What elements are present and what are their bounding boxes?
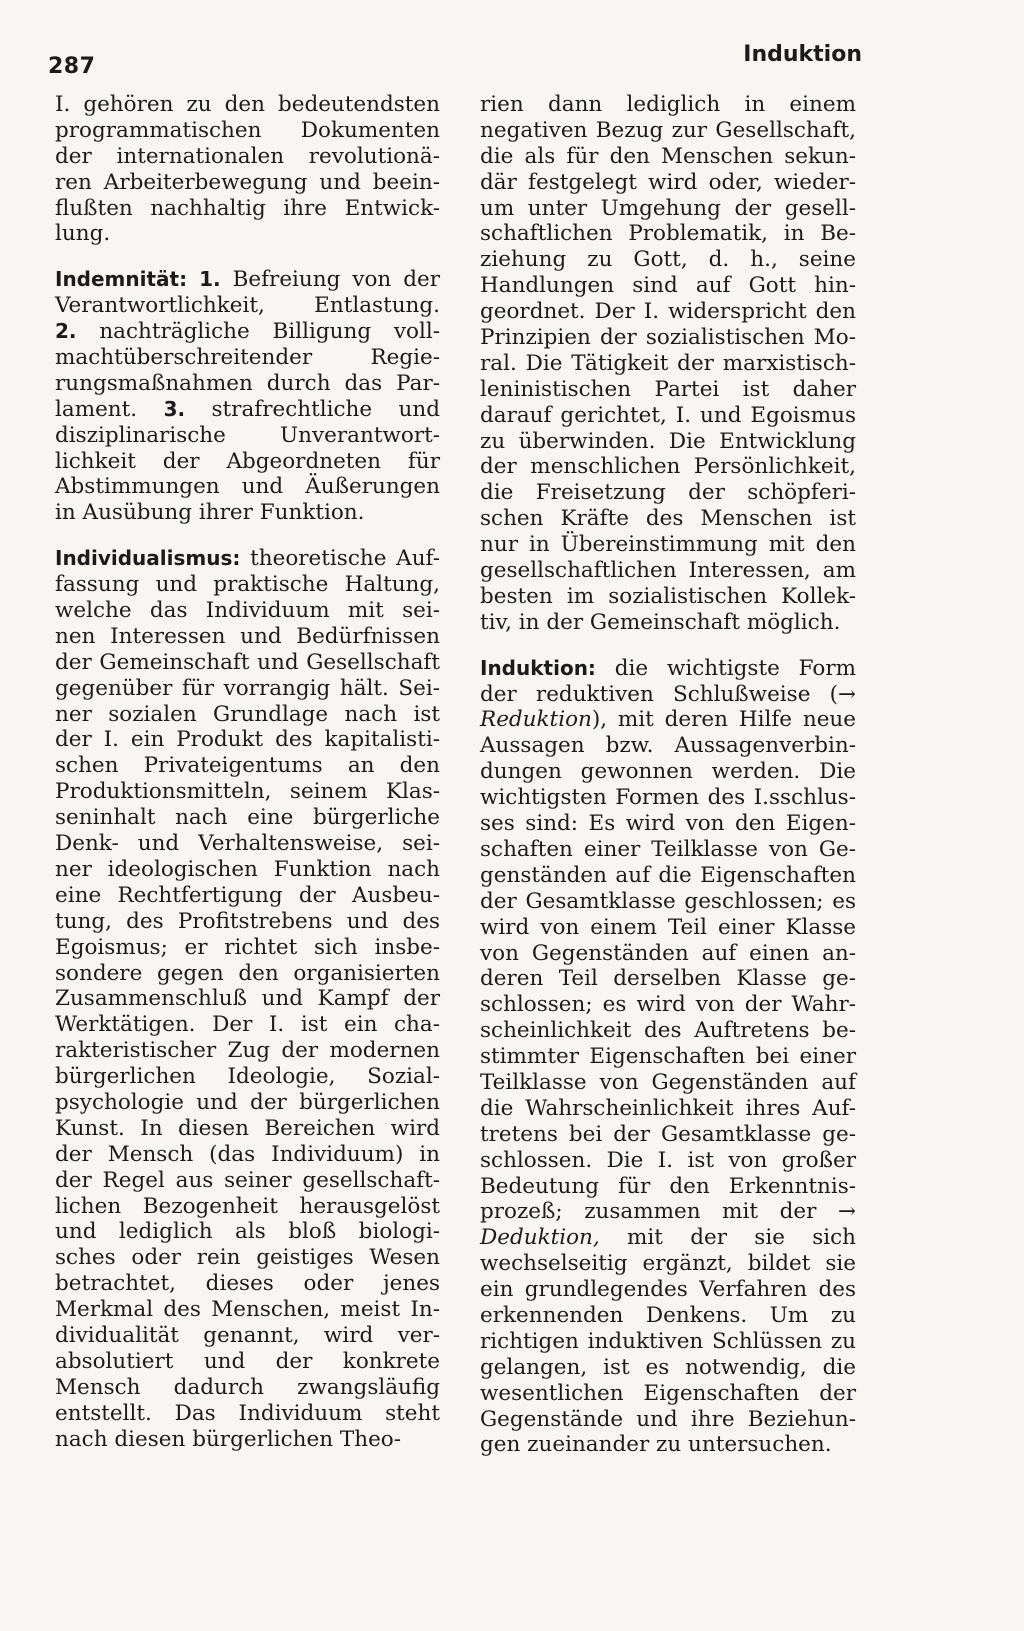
text-segment: Befreiung von der <box>232 267 440 293</box>
text-line: Kunst. In diesen Bereichen wird <box>55 1115 440 1141</box>
text-line: der Gesamtklasse geschlossen; es <box>480 888 856 914</box>
text-line: psychologie und der bürgerlichen <box>55 1089 440 1115</box>
left-column <box>55 92 440 1452</box>
text-segment: theoretische Auf- <box>250 546 440 572</box>
text-line: stimmter Eigenschaften bei einer <box>480 1044 856 1070</box>
text-line: programmatischen Dokumenten <box>55 117 440 143</box>
text-segment: lament. <box>55 396 138 422</box>
text-line: lung. <box>55 221 111 247</box>
text-line: Teilklasse von Gegenständen auf <box>480 1069 856 1095</box>
right-column <box>480 92 856 1458</box>
text-line: Handlungen sind auf Gott hin- <box>480 273 856 299</box>
text-line: schlossen; es wird von der Wahr- <box>480 992 856 1018</box>
text-line: schaften einer Teilklasse von Ge- <box>480 836 856 862</box>
text-line: Gegenstände und ihre Beziehun- <box>480 1406 856 1432</box>
text-line: genständen auf die Eigenschaften <box>480 862 856 888</box>
text-line: gesellschaftlichen Interessen, am <box>480 558 856 584</box>
text-line: disziplinarische Unverantwort- <box>55 422 440 448</box>
entry-indemnitaet <box>55 267 440 526</box>
text-line: Denk- und Verhaltensweise, sei- <box>55 831 440 857</box>
text-line: Produktionsmitteln, seinem Klas- <box>55 779 440 805</box>
running-head: Induktion <box>743 42 862 67</box>
text-line: ein grundlegendes Verfahren des <box>480 1277 856 1303</box>
text-line: I. gehören zu den bedeutendsten <box>55 92 440 117</box>
text-line: schen Kräfte des Menschen ist <box>480 506 856 532</box>
text-line: Egoismus; er richtet sich insbe- <box>55 934 440 960</box>
text-line: welche das Individuum mit sei- <box>55 598 440 624</box>
text-line: ses sind: Es wird von den Eigen- <box>480 811 856 837</box>
text-segment: die wichtigste Form <box>614 655 856 681</box>
text-line: lichkeit der Abgeordneten für <box>55 448 440 474</box>
text-line: Verantwortlichkeit, Entlastung. <box>55 293 440 319</box>
entry-term: Individualismus: <box>55 546 241 571</box>
text-line: ren Arbeiterbewegung und beein- <box>55 169 440 195</box>
text-segment: ), mit deren Hilfe neue <box>591 707 856 733</box>
text-line: Abstimmungen und Äußerungen <box>55 474 440 500</box>
text-line: Aussagen bzw. Aussagenverbin- <box>480 733 856 759</box>
text-line: in Ausübung ihrer Funktion. <box>55 500 365 526</box>
item-number: 3. <box>163 396 186 421</box>
text-line: seninhalt nach eine bürgerliche <box>55 805 440 831</box>
text-line: entstellt. Das Individuum steht <box>55 1400 440 1426</box>
text-line: Werktätigen. Der I. ist ein cha- <box>55 1012 440 1038</box>
text-line: wesentlichen Eigenschaften der <box>480 1380 856 1406</box>
text-line: sches oder rein geistiges Wesen <box>55 1245 440 1271</box>
text-segment: mit der sie sich <box>627 1225 856 1251</box>
text-line: machtüberschreitender Regie- <box>55 345 440 371</box>
text-line: rakteristischer Zug der modernen <box>55 1038 440 1064</box>
text-line: die als für den Menschen sekun- <box>480 143 856 169</box>
text-line: der Mensch (das Individuum) in <box>55 1141 440 1167</box>
text-line: betrachtet, dieses oder jenes <box>55 1271 440 1297</box>
text-line: zu überwinden. Die Entwicklung <box>480 428 856 454</box>
text-line: nur in Übereinstimmung mit den <box>480 532 856 558</box>
text-line: erkennenden Denkens. Um zu <box>480 1302 856 1328</box>
text-line: Prinzipien der sozialistischen Mo- <box>480 325 856 351</box>
text-line: Zusammenschluß und Kampf der <box>55 986 440 1012</box>
text-line: dungen gewonnen werden. Die <box>480 759 856 785</box>
text-line: wechselseitig ergänzt, bildet sie <box>480 1251 856 1277</box>
text-segment: nachträgliche Billigung voll- <box>99 319 440 345</box>
text-line: der Regel aus seiner gesellschaft- <box>55 1167 440 1193</box>
text-line: besten im sozialistischen Kollek- <box>480 583 856 609</box>
text-line: prozeß; zusammen mit der → <box>480 1199 856 1225</box>
text-line: und lediglich als bloß biologi- <box>55 1219 440 1245</box>
text-line: der reduktiven Schlußweise (→ <box>480 681 856 707</box>
text-line: der internationalen revolutionä- <box>55 143 440 169</box>
text-line: der Gemeinschaft und Gesellschaft <box>55 649 440 675</box>
text-line: ral. Die Tätigkeit der marxistisch- <box>480 350 856 376</box>
text-line: ner sozialen Grundlage nach ist <box>55 701 440 727</box>
text-line: darauf gerichtet, I. und Egoismus <box>480 402 856 428</box>
text-line: nach diesen bürgerlichen Theo- <box>55 1426 402 1452</box>
text-line: geordnet. Der I. widerspricht den <box>480 299 856 325</box>
entry-induktion <box>480 656 856 1459</box>
text-line: Mensch dadurch zwangsläufig <box>55 1374 440 1400</box>
text-line: schaftlichen Problematik, in Be- <box>480 221 856 247</box>
text-line: um unter Umgehung der gesell- <box>480 195 856 221</box>
text-line: von Gegenständen auf einen an- <box>480 940 856 966</box>
text-line: flußten nachhaltig ihre Entwick- <box>55 195 440 221</box>
text-line: lichen Bezogenheit herausgelöst <box>55 1193 440 1219</box>
text-line: der menschlichen Persönlichkeit, <box>480 454 856 480</box>
text-line: där festgelegt wird oder, wieder- <box>480 169 856 195</box>
text-line: rien dann lediglich in einem <box>480 92 856 117</box>
text-line: absolutiert und der konkrete <box>55 1348 440 1374</box>
text-line: nen Interessen und Bedürfnissen <box>55 623 440 649</box>
text-line: der I. ein Produkt des kapitalisti- <box>55 727 440 753</box>
text-line: deren Teil derselben Klasse ge- <box>480 966 856 992</box>
entry-continuation-right <box>480 92 856 636</box>
text-line: schlossen. Die I. ist von großer <box>480 1147 856 1173</box>
cross-reference: Reduktion <box>480 707 592 733</box>
text-line: negativen Bezug zur Gesellschaft, <box>480 117 856 143</box>
text-line: leninistischen Partei ist daher <box>480 376 856 402</box>
entry-individualismus <box>55 546 440 1452</box>
text-line: dividualität genannt, wird ver- <box>55 1322 440 1348</box>
text-line: scheinlichkeit des Auftretens be- <box>480 1018 856 1044</box>
text-line: ner ideologischen Funktion nach <box>55 856 440 882</box>
cross-reference: Deduktion, <box>480 1225 600 1251</box>
text-line: wird von einem Teil einer Klasse <box>480 914 856 940</box>
text-line: Bedeutung für den Erkenntnis- <box>480 1173 856 1199</box>
text-line: tretens bei der Gesamtklasse ge- <box>480 1121 856 1147</box>
text-line: fassung und praktische Haltung, <box>55 572 440 598</box>
text-line: gen zueinander zu untersuchen. <box>480 1432 832 1458</box>
text-line: schen Privateigentums an den <box>55 753 440 779</box>
text-line: sondere gegen den organisierten <box>55 960 440 986</box>
text-line: die Wahrscheinlichkeit ihres Auf- <box>480 1095 856 1121</box>
item-number: 2. <box>55 319 77 344</box>
text-line: tung, des Profitstrebens und des <box>55 908 440 934</box>
text-line: die Freisetzung der schöpferi- <box>480 480 856 506</box>
text-line: richtigen induktiven Schlüssen zu <box>480 1328 856 1354</box>
text-line: rungsmaßnahmen durch das Par- <box>55 370 440 396</box>
text-line: gelangen, ist es notwendig, die <box>480 1354 856 1380</box>
text-line: wichtigsten Formen des I.sschlus- <box>480 785 856 811</box>
text-segment: strafrechtliche und <box>211 396 440 422</box>
text-line: bürgerlichen Ideologie, Sozial- <box>55 1064 440 1090</box>
text-line: Merkmal des Menschen, meist In- <box>55 1297 440 1323</box>
entry-continuation-left <box>55 92 440 247</box>
entry-term: Induktion: <box>480 655 596 680</box>
text-line: tiv, in der Gemeinschaft möglich. <box>480 609 841 635</box>
item-number: 1. <box>199 267 221 292</box>
page-number: 287 <box>48 54 96 79</box>
text-line: ziehung zu Gott, d. h., seine <box>480 247 856 273</box>
entry-term: Indemnität: <box>55 267 188 292</box>
text-line: eine Rechtfertigung der Ausbeu- <box>55 882 440 908</box>
text-line: gegenüber für vorrangig hält. Sei- <box>55 675 440 701</box>
